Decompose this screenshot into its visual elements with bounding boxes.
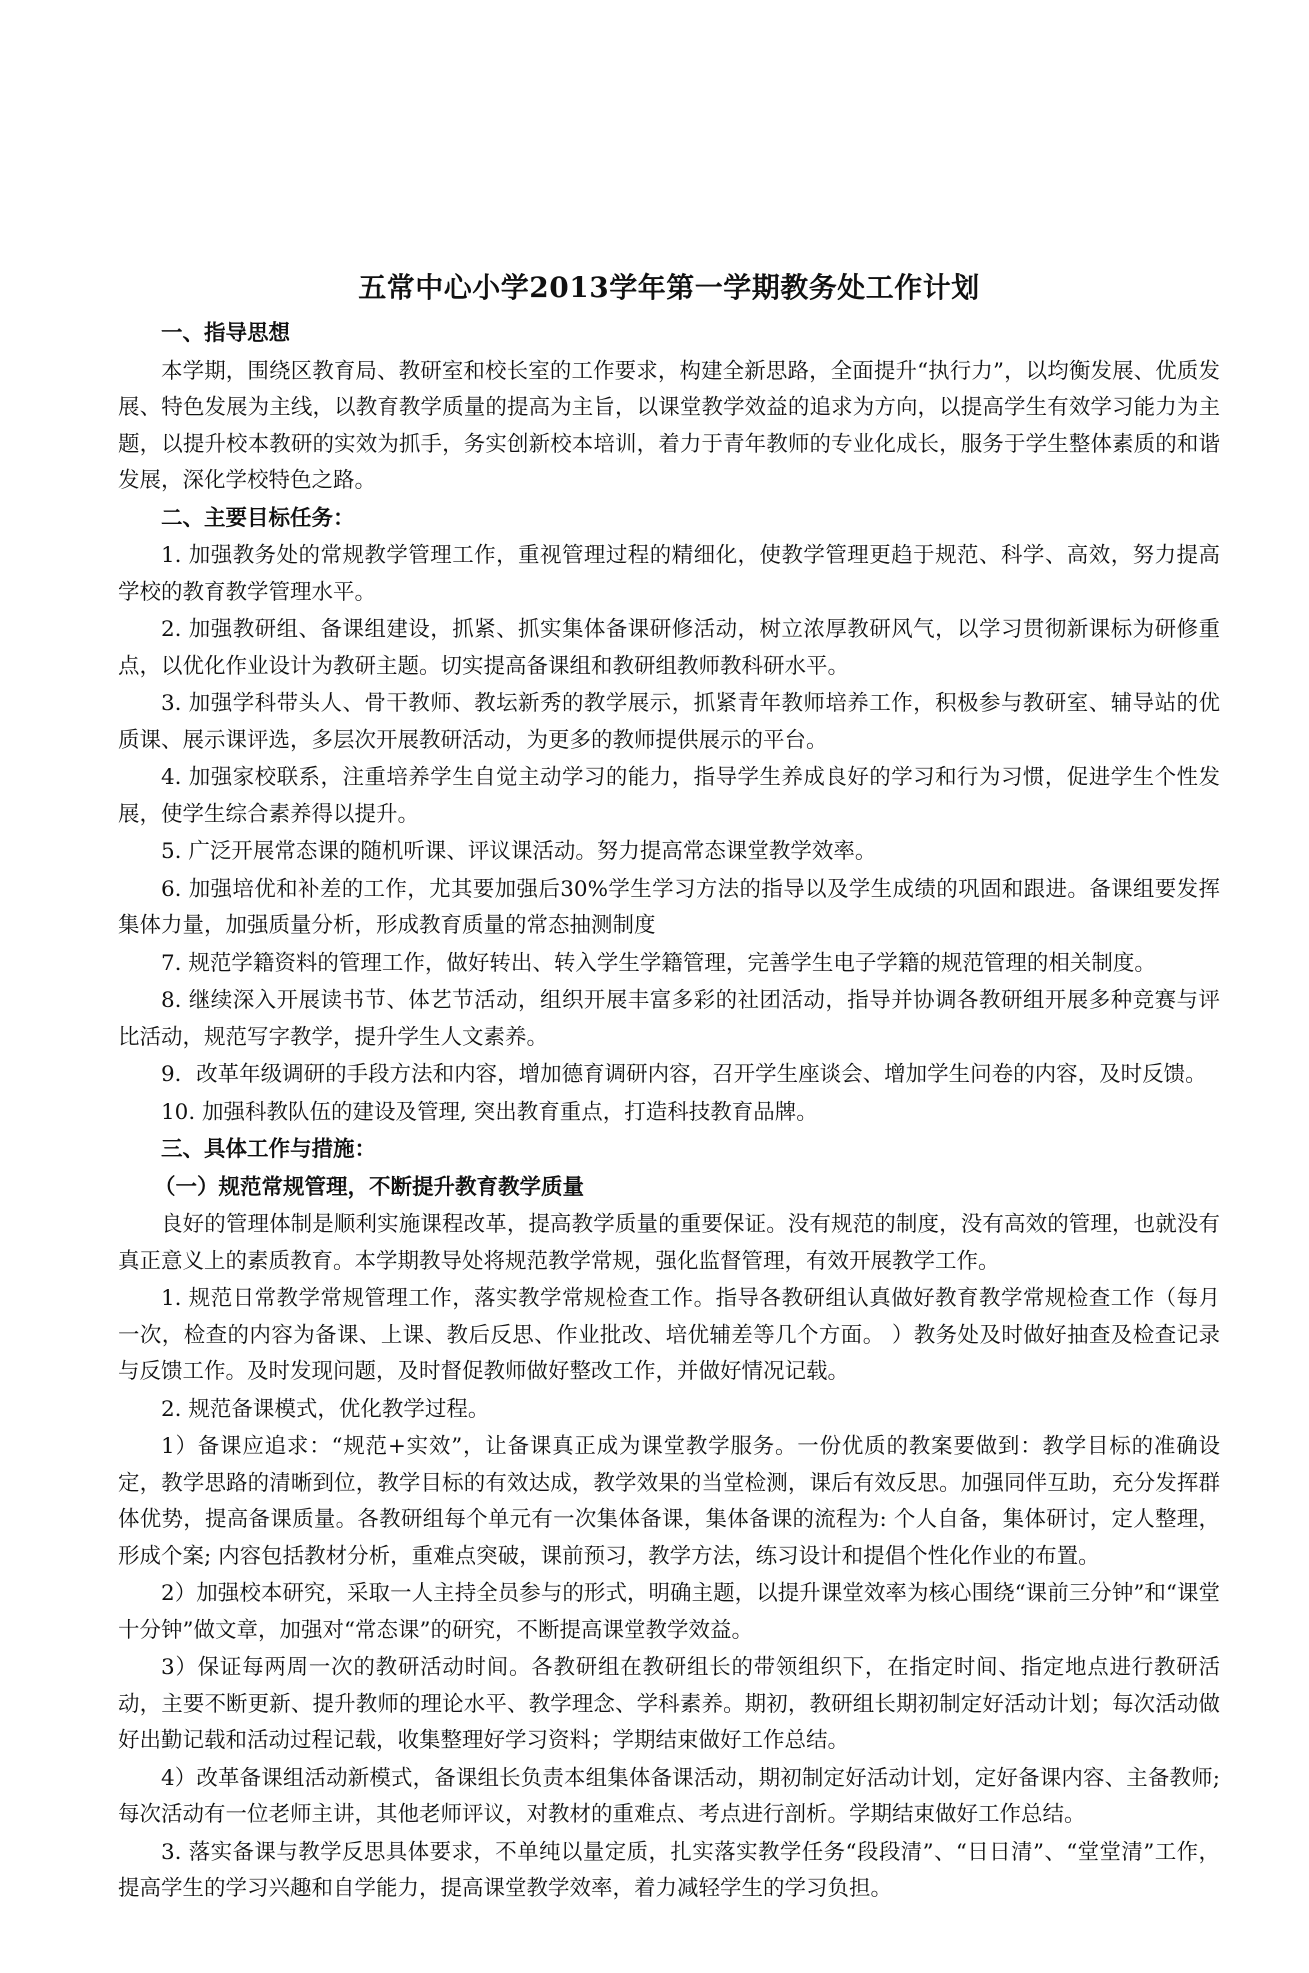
goal-item-2: 2. 加强教研组、备课组建设，抓紧、抓实集体备课研修活动，树立浓厚教研风气，以学习贯彻新课标为研修重点，以优化作业设计为教研主题。切实提高备课组和教研组教师教科研水平。 [118, 617, 1220, 679]
goal-item-1: 1. 加强教务处的常规教学管理工作，重视管理过程的精细化，使教学管理更趋于规范、科学、高效，努力提高学校的教育教学管理水平。 [118, 543, 1220, 605]
section-1-paragraph: 本学期，围绕区教育局、教研室和校长室的工作要求，构建全新思路，全面提升“执行力”，以均衡发展、优质发展、特色发展为主线，以教育教学质量的提高为主旨，以课堂教学效益的追求为方向，以提高学生有效学习能力为主题，以提升校本教研的实效为抓手，务实创新校本培训，着力于青年教师的专业化成长，服务于学生整体素质的和谐发展，深化学校特色之路。 [118, 358, 1220, 493]
measure-2-1: 1）备课应追求：“规范+实效”，让备课真正成为课堂教学服务。一份优质的教案要做到：教学目标的准确设定，教学思路的清晰到位，教学目标的有效达成，教学效果的当堂检测，课后有效反思。加强同伴互助，充分发挥群体优势，提高备课质量。各教研组每个单元有一次集体备课，集体备课的流程为: 个人自备，集体研讨，定人整理，形成个案; 内容包括教材分析，重难点突破，课前预习，教学方法，练习设计和提倡个性化作业的布置。 [118, 1434, 1220, 1569]
document-page [118, 268, 1220, 1909]
measure-2-2: 2）加强校本研究，采取一人主持全员参与的形式，明确主题，以提升课堂效率为核心围绕“课前三分钟”和“课堂十分钟”做文章，加强对“常态课”的研究，不断提高课堂教学效益。 [118, 1581, 1220, 1643]
section-2-heading: 二、主要目标任务： [161, 505, 355, 531]
measure-3: 3. 落实备课与教学反思具体要求，不单纯以量定质，扎实落实教学任务“段段清”、“日日清”、“堂堂清”工作，提高学生的学习兴趣和自学能力，提高课堂教学效率，着力减轻学生的学习负担。 [118, 1839, 1220, 1901]
goal-item-9: 9．改革年级调研的手段方法和内容，增加德育调研内容，召开学生座谈会、增加学生问卷的内容，及时反馈。 [161, 1062, 1207, 1087]
measure-2: 2. 规范备课模式，优化教学过程。 [161, 1396, 490, 1422]
measure-2-3: 3）保证每两周一次的教研活动时间。各教研组在教研组长的带领组织下，在指定时间、指定地点进行教研活动，主要不断更新、提升教师的理论水平、教学理念、学科素养。期初，教研组长期初制定好活动计划；每次活动做好出勤记载和活动过程记载，收集整理好学习资料；学期结束做好工作总结。 [118, 1655, 1220, 1753]
section-1-heading: 一、指导思想 [161, 321, 291, 346]
measure-1: 1. 规范日常教学常规管理工作，落实教学常规检查工作。指导各教研组认真做好教育教学常规检查工作（每月一次，检查的内容为备课、上课、教后反思、作业批改、培优辅差等几个方面。 ）教务处及时做好抽查及检查记录与反馈工作。及时发现问题，及时督促教师做好整改工作，并做好情况记载。 [118, 1286, 1220, 1384]
goal-item-6: 6. 加强培优和补差的工作，尤其要加强后30%学生学习方法的指导以及学生成绩的巩固和跟进。备课组要发挥集体力量，加强质量分析，形成教育质量的常态抽测制度 [118, 876, 1220, 938]
subsection-1-heading: （一）规范常规管理，不断提升教育教学质量 [154, 1174, 585, 1200]
goal-item-3: 3. 加强学科带头人、骨干教师、教坛新秀的教学展示，抓紧青年教师培养工作，积极参与教研室、辅导站的优质课、展示课评选，多层次开展教研活动，为更多的教师提供展示的平台。 [118, 691, 1220, 753]
goal-item-10: 10. 加强科教队伍的建设及管理, 突出教育重点，打造科技教育品牌。 [161, 1099, 818, 1125]
document-title: 五常中心小学2013学年第一学期教务处工作计划 [358, 271, 980, 304]
goal-item-8: 8. 继续深入开展读书节、体艺节活动，组织开展丰富多彩的社团活动，指导并协调各教研组开展多种竞赛与评比活动，规范写字教学，提升学生人文素养。 [118, 988, 1220, 1050]
subsection-1-intro: 良好的管理体制是顺利实施课程改革，提高教学质量的重要保证。没有规范的制度，没有高效的管理，也就没有真正意义上的素质教育。本学期教导处将规范教学常规，强化监督管理，有效开展教学工作。 [118, 1212, 1220, 1274]
goal-item-4: 4. 加强家校联系，注重培养学生自觉主动学习的能力，指导学生养成良好的学习和行为习惯，促进学生个性发展，使学生综合素养得以提升。 [118, 765, 1220, 827]
section-3-heading: 三、具体工作与措施： [161, 1137, 377, 1162]
measure-2-4: 4）改革备课组活动新模式，备课组长负责本组集体备课活动，期初制定好活动计划，定好备课内容、主备教师; 每次活动有一位老师主讲，其他老师评议，对教材的重难点、考点进行剖析。学期结束做好工作总结。 [118, 1765, 1220, 1827]
goal-item-7: 7. 规范学籍资料的管理工作，做好转出、转入学生学籍管理，完善学生电子学籍的规范管理的相关制度。 [161, 950, 1156, 976]
goal-item-5: 5. 广泛开展常态课的随机听课、评议课活动。努力提高常态课堂教学效率。 [161, 839, 877, 864]
